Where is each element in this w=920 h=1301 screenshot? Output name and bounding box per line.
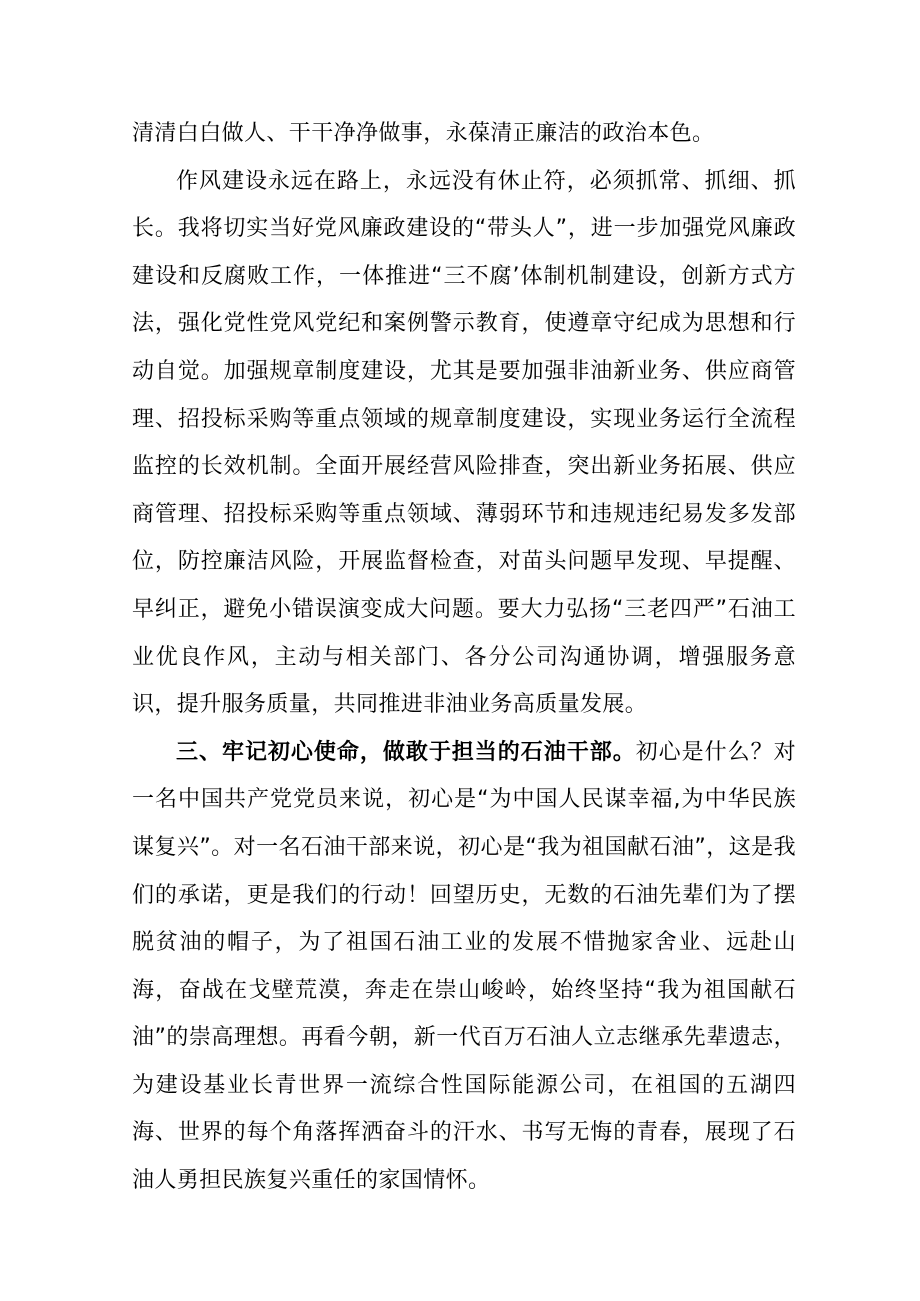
document-body — [132, 110, 796, 1205]
paragraph-work-style: 作风建设永远在路上，永远没有休止符，必须抓常、抓细、抓长。我将切实当好党风廉政建设的“带头人”，进一步加强党风廉政建设和反腐败工作，一体推进“三不腐’体制机制建设，创新方式方法，强化党性党风党纪和案例警示教育，使遵章守纪成为思想和行动自觉。加强规章制度建设，尤其是要加强非油新业务、供应商管理、招投标采购等重点领域的规章制度建设，实现业务运行全流程监控的长效机制。全面开展经营风险排查，突出新业务拓展、供应商管理、招投标采购等重点领域、薄弱环节和违规违纪易发多发部位，防控廉洁风险，开展监督检查，对苗头问题早发现、早提醒、早纠正，避免小错误演变成大问题。要大力弘扬“三老四严”石油工业优良作风，主动与相关部门、各分公司沟通协调，增强服务意识，提升服务质量，共同推进非油业务高质量发展。 — [132, 168, 796, 718]
paragraph-section-three — [132, 729, 796, 1205]
section-heading-three: 三、牢记初心使命，做敢于担当的石油干部。 — [176, 739, 636, 765]
section-three-body: 初心是什么？对一名中国共产党党员来说，初心是“为中国人民谋幸福,为中华民族谋复兴”。对一名石油干部来说，初心是“我为祖国献石油”，这是我们的承诺，更是我们的行动！回望历史，无数的石油先辈们为了摆脱贫油的帽子，为了祖国石油工业的发展不惜抛家舍业、远赴山海，奋战在戈壁荒漠，奔走在崇山峻岭，始终坚持“我为祖国献石油”的崇高理想。再看今朝，新一代百万石油人立志继承先辈遗志，为建设基业长青世界一流综合性国际能源公司，在祖国的五湖四海、世界的每个角落挥洒奋斗的汗水、书写无悔的青春，展现了石油人勇担民族复兴重任的家国情怀。 — [132, 739, 796, 1194]
paragraph-closing-line: 清清白白做人、干干净净做事，永葆清正廉洁的政治本色。 — [132, 121, 715, 146]
